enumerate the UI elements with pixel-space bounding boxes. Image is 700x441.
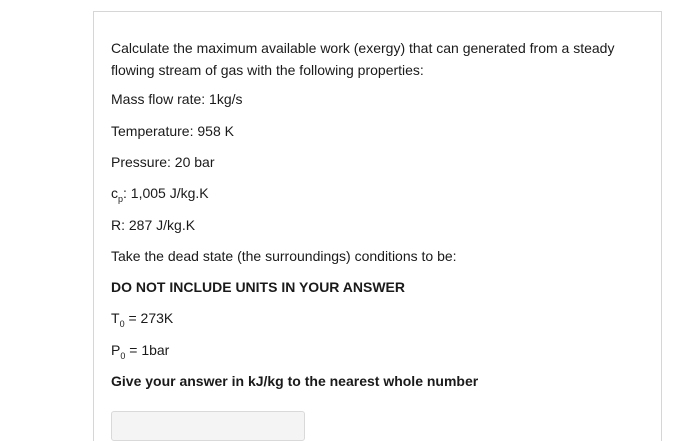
question-content <box>111 37 631 389</box>
temperature: Temperature: 958 K <box>111 123 234 139</box>
question-prompt: Calculate the maximum available work (exergy) that can generated from a steady flowing stream of gas with the following properties: <box>111 40 615 78</box>
units-warning: DO NOT INCLUDE UNITS IN YOUR ANSWER <box>111 279 406 295</box>
answer-input[interactable] <box>111 411 305 441</box>
mass-flow-rate: Mass flow rate: 1kg/s <box>111 91 243 107</box>
cp-subscript: p <box>118 194 124 204</box>
dead-state-pressure <box>111 342 170 361</box>
pressure: Pressure: 20 bar <box>111 154 215 170</box>
t0-subscript: 0 <box>119 319 125 329</box>
gas-constant: R: 287 J/kg.K <box>111 217 196 233</box>
dead-state-temperature <box>111 310 174 329</box>
t0-value: = 273K <box>124 310 174 326</box>
p0-subscript: 0 <box>120 351 126 361</box>
dead-state-intro: Take the dead state (the surroundings) conditions to be: <box>111 248 457 264</box>
p0-symbol: P <box>111 342 121 358</box>
cp-symbol: c <box>111 185 118 201</box>
answer-instruction: Give your answer in kJ/kg to the nearest whole number <box>111 373 479 389</box>
p0-value: = 1bar <box>125 342 170 358</box>
cp-value: : 1,005 J/kg.K <box>123 185 209 201</box>
t0-symbol: T <box>111 310 120 326</box>
specific-heat <box>111 185 209 204</box>
